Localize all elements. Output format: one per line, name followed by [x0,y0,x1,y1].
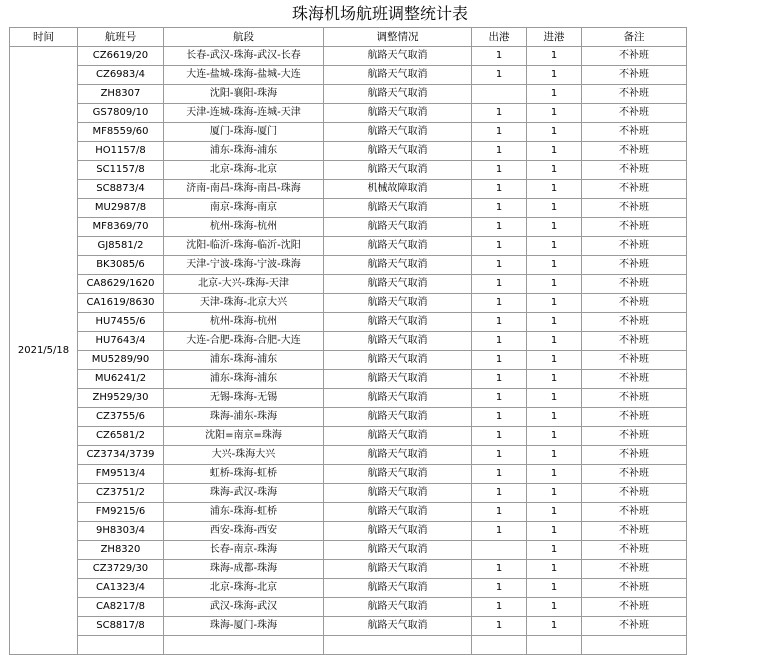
out-cell[interactable]: 1 [472,66,527,85]
table-row [10,218,687,237]
segment-cell[interactable]: 珠海-浦东-珠海 [164,408,324,427]
note-cell[interactable]: 不补班 [582,199,687,218]
adjust-cell[interactable]: 航路天气取消 [324,313,472,332]
note-cell[interactable]: 不补班 [582,427,687,446]
segment-cell[interactable]: 浦东-珠海-浦东 [164,351,324,370]
flight-cell[interactable]: HU7643/4 [78,332,164,351]
flight-cell[interactable]: 9H8303/4 [78,522,164,541]
segment-cell[interactable]: 北京-珠海-北京 [164,161,324,180]
note-cell[interactable]: 不补班 [582,313,687,332]
flight-cell[interactable]: CZ3751/2 [78,484,164,503]
adjust-cell[interactable]: 航路天气取消 [324,332,472,351]
segment-cell[interactable]: 浦东-珠海-浦东 [164,142,324,161]
out-cell[interactable]: 1 [472,313,527,332]
empty-cell[interactable] [324,636,472,655]
adjust-cell[interactable]: 航路天气取消 [324,579,472,598]
out-cell[interactable] [472,541,527,560]
table-row [10,161,687,180]
flight-cell[interactable]: ZH8307 [78,85,164,104]
flight-cell[interactable]: MU5289/90 [78,351,164,370]
flight-cell[interactable]: CZ3734/3739 [78,446,164,465]
in-cell[interactable]: 1 [527,66,582,85]
out-cell[interactable]: 1 [472,408,527,427]
in-cell[interactable]: 1 [527,180,582,199]
table-row [10,123,687,142]
flight-cell[interactable]: CZ6983/4 [78,66,164,85]
table-row [10,180,687,199]
flight-cell[interactable]: CA8629/1620 [78,275,164,294]
note-cell[interactable]: 不补班 [582,142,687,161]
segment-cell[interactable]: 长春-武汉-珠海-武汉-长春 [164,47,324,66]
adjust-cell[interactable]: 航路天气取消 [324,484,472,503]
table-row [10,541,687,560]
segment-cell[interactable]: 北京-珠海-北京 [164,579,324,598]
table-row [10,66,687,85]
out-cell[interactable]: 1 [472,522,527,541]
note-cell[interactable]: 不补班 [582,503,687,522]
adjust-cell[interactable]: 航路天气取消 [324,598,472,617]
table-row [10,579,687,598]
table-row [10,256,687,275]
in-cell[interactable]: 1 [527,541,582,560]
table-row [10,560,687,579]
flight-cell[interactable]: SC8873/4 [78,180,164,199]
adjust-cell[interactable]: 航路天气取消 [324,275,472,294]
adjust-cell[interactable]: 航路天气取消 [324,370,472,389]
header-out[interactable]: 出港 [472,28,527,47]
note-cell[interactable]: 不补班 [582,560,687,579]
in-cell[interactable]: 1 [527,104,582,123]
flight-cell[interactable]: FM9513/4 [78,465,164,484]
table-row [10,104,687,123]
flight-cell[interactable]: BK3085/6 [78,256,164,275]
flight-cell[interactable]: HU7455/6 [78,313,164,332]
table-row [10,370,687,389]
note-cell[interactable]: 不补班 [582,408,687,427]
adjust-cell[interactable]: 航路天气取消 [324,503,472,522]
adjust-cell[interactable]: 航路天气取消 [324,389,472,408]
adjust-cell[interactable]: 航路天气取消 [324,294,472,313]
table-row [10,465,687,484]
note-cell[interactable]: 不补班 [582,370,687,389]
out-cell[interactable]: 1 [472,427,527,446]
note-cell[interactable]: 不补班 [582,351,687,370]
segment-cell[interactable]: 沈阳-临沂-珠海-临沂-沈阳 [164,237,324,256]
out-cell[interactable]: 1 [472,218,527,237]
note-cell[interactable]: 不补班 [582,598,687,617]
segment-cell[interactable]: 长春-南京-珠海 [164,541,324,560]
in-cell[interactable]: 1 [527,123,582,142]
adjust-cell[interactable]: 航路天气取消 [324,427,472,446]
in-cell[interactable]: 1 [527,370,582,389]
out-cell[interactable]: 1 [472,275,527,294]
flight-cell[interactable]: HO1157/8 [78,142,164,161]
out-cell[interactable]: 1 [472,370,527,389]
segment-cell[interactable]: 天津-宁波-珠海-宁波-珠海 [164,256,324,275]
flight-cell[interactable]: GJ8581/2 [78,237,164,256]
note-cell[interactable]: 不补班 [582,275,687,294]
out-cell[interactable]: 1 [472,294,527,313]
note-cell[interactable]: 不补班 [582,465,687,484]
in-cell[interactable]: 1 [527,161,582,180]
segment-cell[interactable]: 厦门-珠海-厦门 [164,123,324,142]
adjust-cell[interactable]: 航路天气取消 [324,408,472,427]
empty-cell[interactable] [472,636,527,655]
table-row [10,503,687,522]
in-cell[interactable]: 1 [527,85,582,104]
table-row [10,446,687,465]
in-cell[interactable]: 1 [527,617,582,636]
note-cell[interactable]: 不补班 [582,484,687,503]
adjust-cell[interactable]: 航路天气取消 [324,218,472,237]
out-cell[interactable]: 1 [472,161,527,180]
in-cell[interactable]: 1 [527,142,582,161]
in-cell[interactable]: 1 [527,408,582,427]
segment-cell[interactable]: 西安-珠海-西安 [164,522,324,541]
in-cell[interactable]: 1 [527,522,582,541]
adjust-cell[interactable]: 航路天气取消 [324,199,472,218]
note-cell[interactable]: 不补班 [582,446,687,465]
header-flight[interactable]: 航班号 [78,28,164,47]
flight-adjustment-table [9,27,687,655]
in-cell[interactable]: 1 [527,313,582,332]
table-row [10,427,687,446]
header-segment[interactable]: 航段 [164,28,324,47]
table-row [10,332,687,351]
table-row [10,237,687,256]
out-cell[interactable]: 1 [472,446,527,465]
out-cell[interactable]: 1 [472,503,527,522]
note-cell[interactable]: 不补班 [582,256,687,275]
in-cell[interactable]: 1 [527,237,582,256]
in-cell[interactable]: 1 [527,484,582,503]
table-row [10,47,687,66]
in-cell[interactable]: 1 [527,598,582,617]
segment-cell[interactable]: 虹桥-珠海-虹桥 [164,465,324,484]
table-row [10,199,687,218]
out-cell[interactable]: 1 [472,465,527,484]
in-cell[interactable]: 1 [527,351,582,370]
adjust-cell[interactable]: 航路天气取消 [324,465,472,484]
note-cell[interactable]: 不补班 [582,522,687,541]
flight-cell[interactable]: FM9215/6 [78,503,164,522]
note-cell[interactable]: 不补班 [582,218,687,237]
segment-cell[interactable]: 武汉-珠海-武汉 [164,598,324,617]
flight-cell[interactable]: MU6241/2 [78,370,164,389]
table-row [10,142,687,161]
flight-cell[interactable]: SC1157/8 [78,161,164,180]
out-cell[interactable]: 1 [472,332,527,351]
note-cell[interactable]: 不补班 [582,47,687,66]
segment-cell[interactable]: 大连-盐城-珠海-盐城-大连 [164,66,324,85]
table-row [10,598,687,617]
flight-cell[interactable]: MF8559/60 [78,123,164,142]
segment-cell[interactable]: 珠海-武汉-珠海 [164,484,324,503]
header-time[interactable]: 时间 [10,28,78,47]
flight-cell[interactable]: CZ6619/20 [78,47,164,66]
note-cell[interactable]: 不补班 [582,294,687,313]
in-cell[interactable]: 1 [527,579,582,598]
in-cell[interactable]: 1 [527,294,582,313]
segment-cell[interactable]: 浦东-珠海-浦东 [164,370,324,389]
table-row [10,408,687,427]
adjust-cell[interactable]: 航路天气取消 [324,256,472,275]
segment-cell[interactable]: 沈阳-襄阳-珠海 [164,85,324,104]
in-cell[interactable]: 1 [527,218,582,237]
note-cell[interactable]: 不补班 [582,389,687,408]
segment-cell[interactable]: 南京-珠海-南京 [164,199,324,218]
out-cell[interactable]: 1 [472,123,527,142]
flight-cell[interactable]: CA8217/8 [78,598,164,617]
header-in[interactable]: 进港 [527,28,582,47]
out-cell[interactable]: 1 [472,256,527,275]
adjust-cell[interactable]: 航路天气取消 [324,522,472,541]
out-cell[interactable]: 1 [472,389,527,408]
in-cell[interactable]: 1 [527,47,582,66]
out-cell[interactable] [472,85,527,104]
in-cell[interactable]: 1 [527,427,582,446]
out-cell[interactable]: 1 [472,617,527,636]
flight-cell[interactable]: CZ3729/30 [78,560,164,579]
flight-cell[interactable]: SC8817/8 [78,617,164,636]
out-cell[interactable]: 1 [472,237,527,256]
note-cell[interactable]: 不补班 [582,66,687,85]
segment-cell[interactable]: 沈阳=南京=珠海 [164,427,324,446]
table-row [10,294,687,313]
sheet-title: 珠海机场航班调整统计表 [291,4,468,23]
flight-cell[interactable]: ZH8320 [78,541,164,560]
adjust-cell[interactable]: 航路天气取消 [324,541,472,560]
flight-cell[interactable]: MF8369/70 [78,218,164,237]
empty-cell[interactable] [78,636,164,655]
out-cell[interactable]: 1 [472,351,527,370]
adjust-cell[interactable]: 航路天气取消 [324,66,472,85]
note-cell[interactable]: 不补班 [582,617,687,636]
flight-cell[interactable]: GS7809/10 [78,104,164,123]
adjust-cell[interactable]: 航路天气取消 [324,446,472,465]
out-cell[interactable]: 1 [472,47,527,66]
adjust-cell[interactable]: 航路天气取消 [324,104,472,123]
segment-cell[interactable]: 杭州-珠海-杭州 [164,218,324,237]
table-row [10,275,687,294]
adjust-cell[interactable]: 航路天气取消 [324,123,472,142]
adjust-cell[interactable]: 航路天气取消 [324,560,472,579]
segment-cell[interactable]: 杭州-珠海-杭州 [164,313,324,332]
out-cell[interactable]: 1 [472,180,527,199]
segment-cell[interactable]: 天津-珠海-北京大兴 [164,294,324,313]
in-cell[interactable]: 1 [527,503,582,522]
segment-cell[interactable]: 无锡-珠海-无锡 [164,389,324,408]
segment-cell[interactable]: 浦东-珠海-虹桥 [164,503,324,522]
empty-cell[interactable] [582,636,687,655]
segment-cell[interactable]: 济南-南昌-珠海-南昌-珠海 [164,180,324,199]
note-cell[interactable]: 不补班 [582,123,687,142]
table-row [10,389,687,408]
in-cell[interactable]: 1 [527,446,582,465]
flight-cell[interactable]: CZ3755/6 [78,408,164,427]
header-adjust[interactable]: 调整情况 [324,28,472,47]
empty-cell[interactable] [527,636,582,655]
adjust-cell[interactable]: 航路天气取消 [324,142,472,161]
flight-cell[interactable]: CA1619/8630 [78,294,164,313]
out-cell[interactable]: 1 [472,142,527,161]
segment-cell[interactable]: 北京-大兴-珠海-天津 [164,275,324,294]
out-cell[interactable]: 1 [472,579,527,598]
table-row [10,522,687,541]
note-cell[interactable]: 不补班 [582,85,687,104]
in-cell[interactable]: 1 [527,275,582,294]
flight-cell[interactable]: MU2987/8 [78,199,164,218]
segment-cell[interactable]: 珠海-成都-珠海 [164,560,324,579]
out-cell[interactable]: 1 [472,104,527,123]
table-row [10,85,687,104]
empty-cell[interactable] [164,636,324,655]
out-cell[interactable]: 1 [472,598,527,617]
table-row [10,484,687,503]
adjust-cell[interactable]: 机械故障取消 [324,180,472,199]
note-cell[interactable]: 不补班 [582,180,687,199]
flight-cell[interactable]: CA1323/4 [78,579,164,598]
in-cell[interactable]: 1 [527,199,582,218]
note-cell[interactable]: 不补班 [582,332,687,351]
in-cell[interactable]: 1 [527,465,582,484]
out-cell[interactable]: 1 [472,484,527,503]
in-cell[interactable]: 1 [527,389,582,408]
flight-cell[interactable]: CZ6581/2 [78,427,164,446]
segment-cell[interactable]: 大兴-珠海大兴 [164,446,324,465]
adjust-cell[interactable]: 航路天气取消 [324,47,472,66]
header-note[interactable]: 备注 [582,28,687,47]
table-row [10,313,687,332]
out-cell[interactable]: 1 [472,199,527,218]
segment-cell[interactable]: 天津-连城-珠海-连城-天津 [164,104,324,123]
table-row-empty [10,636,687,655]
adjust-cell[interactable]: 航路天气取消 [324,237,472,256]
table-row [10,351,687,370]
adjust-cell[interactable]: 航路天气取消 [324,617,472,636]
flight-cell[interactable]: ZH9529/30 [78,389,164,408]
note-cell[interactable]: 不补班 [582,579,687,598]
segment-cell[interactable]: 大连-合肥-珠海-合肥-大连 [164,332,324,351]
in-cell[interactable]: 1 [527,256,582,275]
adjust-cell[interactable]: 航路天气取消 [324,161,472,180]
note-cell[interactable]: 不补班 [582,237,687,256]
table-row [10,617,687,636]
note-cell[interactable]: 不补班 [582,161,687,180]
note-cell[interactable]: 不补班 [582,541,687,560]
segment-cell[interactable]: 珠海-厦门-珠海 [164,617,324,636]
note-cell[interactable]: 不补班 [582,104,687,123]
in-cell[interactable]: 1 [527,332,582,351]
header-row [10,28,687,47]
in-cell[interactable]: 1 [527,560,582,579]
adjust-cell[interactable]: 航路天气取消 [324,351,472,370]
out-cell[interactable]: 1 [472,560,527,579]
adjust-cell[interactable]: 航路天气取消 [324,85,472,104]
date-cell[interactable]: 2021/5/18 [10,47,78,655]
